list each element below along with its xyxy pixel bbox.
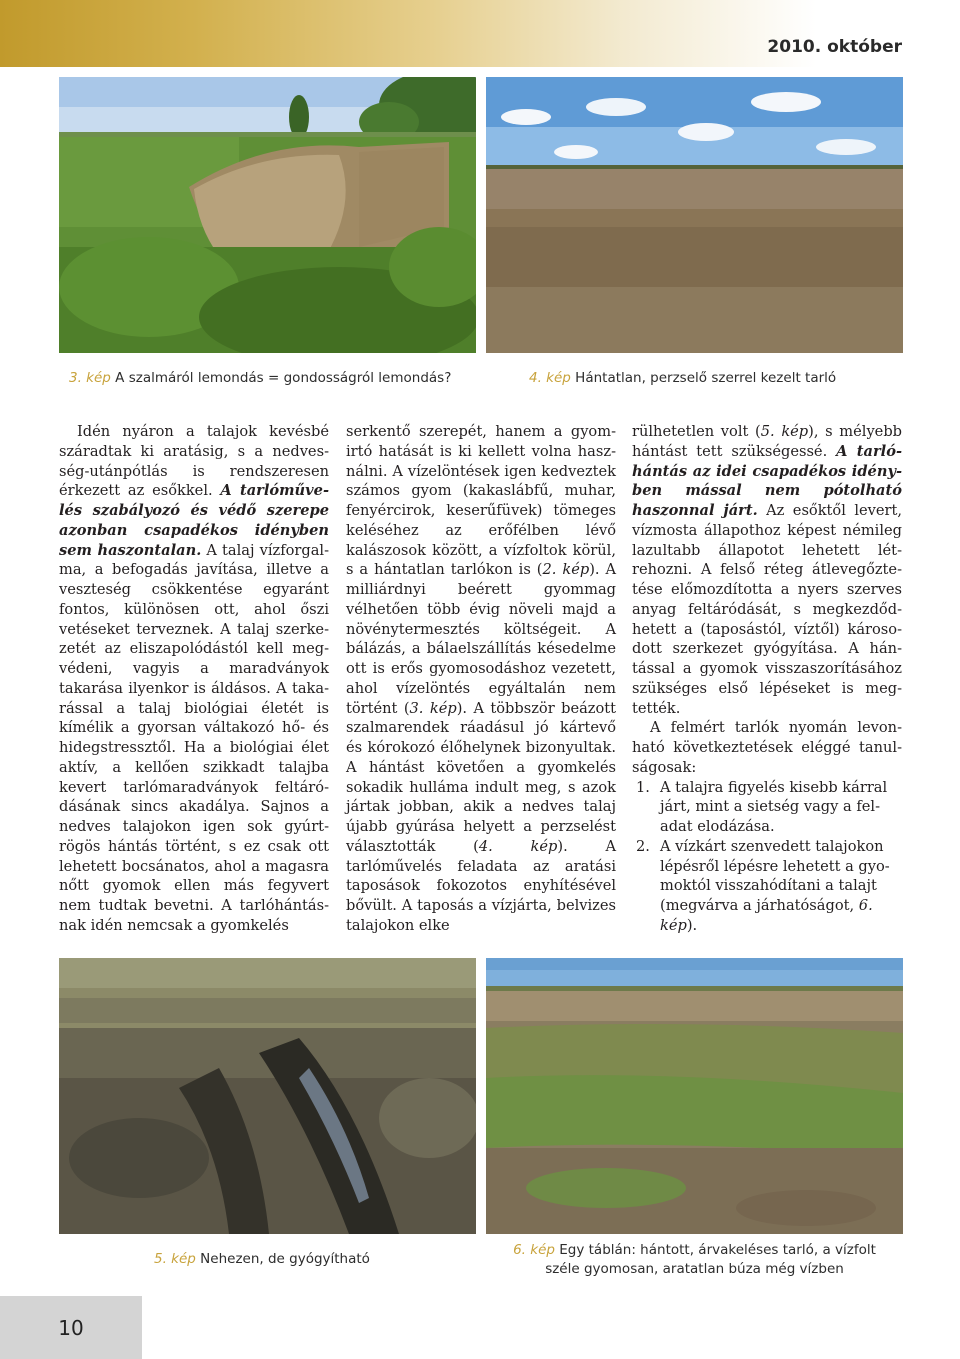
text-run: Az esőktől levert, vízmosta állapothoz képest némileg lazultabb állapotot lehetett létrehozni. A felső réteg átlevegőztetése előmozdította a nyers szerves anyag feltáródását, s megkezdődhetett a (taposástól, víztől) károsodott szerkezet gyógyítása. A hántással a gyomok visszaszorításához szükséges első lépéseket is megtették. (632, 502, 902, 717)
list-text: ). (686, 916, 698, 934)
text-column-3 (632, 422, 902, 936)
photo-rutted-soil (59, 958, 476, 1234)
text-column-2 (346, 422, 616, 936)
paragraph (346, 422, 616, 936)
figure-ref: 4. kép (478, 837, 558, 855)
figure-ref: 3. kép (409, 699, 457, 717)
photo-stubble-field (486, 77, 903, 353)
list-text: A vízkárt szenvedett talajokon lépésről lépésre lehetett a gyomoktól visszahódítani a talajt (megvárva a járhatóságot, (660, 837, 890, 914)
text-run: ), s mélyebb hántást tett szükségessé. (632, 423, 903, 460)
list-item (632, 778, 902, 837)
list-item (632, 837, 902, 936)
conclusions-list (632, 778, 902, 936)
text-run: A talaj vízforgalma, a befogadás javítása, illetve a veszteség csökkentése egyaránt fontos, különösen ott, ahol őszi vetéseket terveznek. A talaj szerkezetét az eliszapolódástól kell megvédeni, vagyis a maradványok takarása ilyenkor is áldásos. A takarással a talaj biológiai életét is kímélik a gyorsan váltakozó hő- és hidegstressztől. Ha a biológiai élet aktív, a kellően szikkadt talajba kevert tarlómaradványok feltáródásának sincs akadálya. Sajnos a nedves talajokon igen sok gyúrtrögös hántás történt, s ez csak ott lehetett bocsánatos, ahol a magasra nőtt gyomok ellen más fegyvert nem tudtak bevetni. A tarlóhántásnak idén nemcsak a gyomkelés (59, 541, 330, 934)
photo-hay-bales (59, 77, 476, 353)
caption-line (486, 1241, 903, 1260)
caption-ref: 4. kép (529, 370, 571, 386)
caption-text: Egy táblán: hántott, árvakeléses tarló, a vízfolt (559, 1242, 876, 1258)
caption-text: Hántatlan, perzselő szerrel kezelt tarló (575, 370, 837, 386)
text-run: ). A milliárdnyi beérett gyommag vélhetően több évig növeli majd a növénytermesztés költségeit. A bálázás, a bálaelszállítás késedelme ott is erős gyomosodáshoz vezetett, ahol vízelöntés egyáltalán nem történt ( (346, 561, 617, 717)
text-column-1 (59, 422, 329, 936)
paragraph (632, 422, 902, 718)
list-text: A talajra figyelés kisebb kárral járt, mint a sietség vagy a feladat elodázása. (660, 778, 888, 835)
caption-photo-5 (154, 1251, 370, 1267)
caption-photo-4 (529, 370, 836, 386)
issue-date: 2010. október (767, 37, 902, 57)
text-run: Idén nyáron a talajok kevésbé száradtak ki aratásig, s a nedvesség-utánpótlás is rendszeresen érkezett az esőkkel. (59, 423, 329, 500)
figure-ref: 5. kép (760, 423, 809, 440)
caption-photo-3 (69, 370, 451, 386)
emphasis: A tarlóművelés szabályozó és védő szerepe azonban csapadékos idényben sem haszontalan. (59, 482, 329, 559)
caption-text: A szalmáról lemondás = gondosságról lemondás? (115, 370, 452, 386)
caption-ref: 3. kép (69, 370, 111, 386)
paragraph (59, 422, 329, 936)
list-number: 2. (636, 837, 650, 855)
text-run: serkentő szerepét, hanem a gyomirtó hatását is ki kellett volna használni. A vízelöntések igen kedveztek számos gyom (kakaslábfű, muhar, fenyércirok, keserűfüvek) tömeges keléséhez az erőfélben lévő kalászosok között, a vízfoltok körül, s a hántatlan tarlókon is ( (346, 423, 616, 579)
photo-mixed-field (486, 958, 903, 1234)
paragraph: A felmért tarlók nyomán levonható következtetések eléggé tanulságosak: (632, 719, 902, 776)
caption-text: Nehezen, de gyógyítható (200, 1251, 370, 1267)
page-number: 10 (58, 1315, 84, 1340)
caption-ref: 6. kép (513, 1242, 555, 1258)
text-run: rülhetetlen volt ( (632, 423, 761, 440)
caption-photo-6 (486, 1241, 903, 1279)
text-run: ). A többször beázott szalmarendek ráadásul jó kártevő és kórokozó élőhelynek bizonyultak. A hántást követően a gyomkelés sokadik hulláma indult meg, s azok jártak jobban, akik a nedves talaj újabb gyúrása helyett a perzselést választották ( (346, 699, 616, 855)
list-number: 1. (636, 778, 650, 796)
text-run: ). A tarlóművelés feladata az aratási taposások fokozotos enyhítésével bővült. A taposás a vízjárta, belvizes talajokon elke (346, 837, 617, 934)
emphasis: A tarlóhántás az idei csapadékos idényben mással nem pótolható haszonnal járt. (632, 442, 902, 519)
figure-ref: 6. kép (660, 897, 873, 934)
caption-line: széle gyomosan, aratatlan búza még vízben (545, 1261, 844, 1277)
figure-ref: 2. kép (542, 561, 590, 579)
caption-ref: 5. kép (154, 1251, 196, 1267)
